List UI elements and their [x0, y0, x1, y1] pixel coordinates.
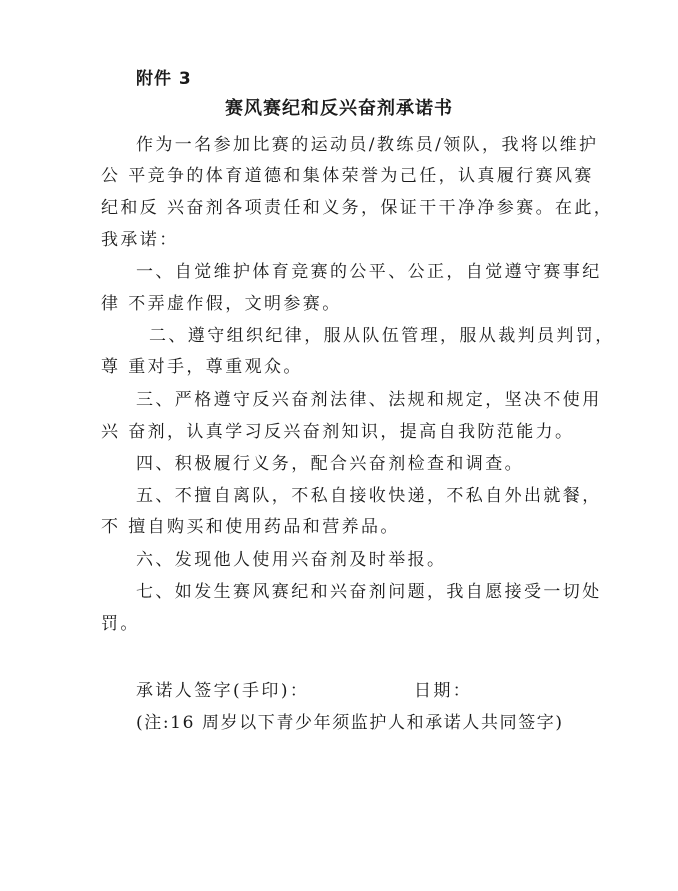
item-5-line-1: 五、不擅自离队，不私自接收快递，不私自外出就餐， [136, 486, 602, 506]
item-3-line-2: 兴 奋剂，认真学习反兴奋剂知识，提高自我防范能力。 [101, 422, 575, 442]
intro-line-3: 纪和反 兴奋剂各项责任和义务，保证干干净净参赛。在此， [101, 198, 614, 218]
document-title: 赛风赛纪和反兴奋剂承诺书 [225, 98, 453, 119]
intro-line-1: 作为一名参加比赛的运动员/教练员/领队，我将以维护 [136, 135, 599, 155]
date-label: 日期： [414, 681, 473, 701]
item-4-line-1: 四、积极履行义务，配合兴奋剂检查和调查。 [136, 454, 524, 474]
item-7-line-1: 七、如发生赛风赛纪和兴奋剂问题，我自愿接受一切处 [136, 582, 602, 602]
item-7-line-2: 罚。 [101, 614, 140, 634]
item-6-line-1: 六、发现他人使用兴奋剂及时举报。 [136, 550, 447, 570]
item-2-line-1: 二、遵守组织纪律，服从队伍管理，服从裁判员判罚， [149, 326, 615, 346]
intro-line-2: 公 平竞争的体育道德和集体荣誉为己任，认真履行赛风赛 [101, 166, 594, 186]
item-1-line-1: 一、自觉维护体育竞赛的公平、公正，自觉遵守赛事纪 [136, 262, 602, 282]
signature-note: (注:16 周岁以下青少年须监护人和承诺人共同签字) [136, 713, 564, 733]
attachment-label: 附件 3 [136, 69, 192, 89]
item-5-line-2: 不 擅自购买和使用药品和营养品。 [101, 517, 400, 537]
intro-line-4: 我承诺： [101, 230, 179, 250]
item-2-line-2: 尊 重对手，尊重观众。 [101, 357, 303, 377]
item-3-line-1: 三、严格遵守反兴奋剂法律、法规和规定，坚决不使用 [136, 390, 602, 410]
item-1-line-2: 律 不弄虚作假，文明参赛。 [101, 294, 342, 314]
signer-label: 承诺人签字(手印)： [136, 681, 310, 701]
